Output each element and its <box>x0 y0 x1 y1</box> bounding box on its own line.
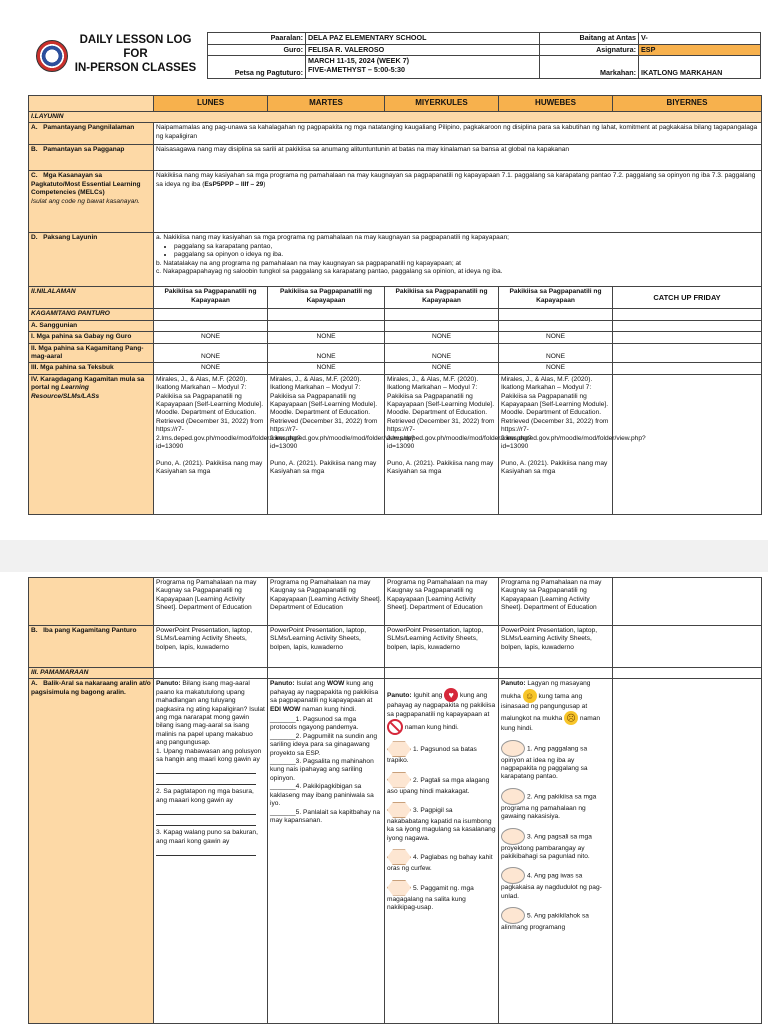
activity-martes: Panuto: Isulat ang WOW kung ang pahayag ay nagpapakita ng pakikiisa sa pagpapanatili ng kapayapaan at EDI WOW naman kung hindi. _______1. Pagsunod sa mga protocols ngayong pandemya. _______2. Pagpumilit na sundin ang sariling ideya para sa ginagawang proyekto sa ESP. _______3. Pagsalita ng mahinahon kung nais ipahayag ang sariling opinyon. _______4. Pakikipagkibigan sa kaklaseng may ibang paniniwala sa iyo. _______5. Panlalait sa kapitbahay na may kapansanan. <box>268 679 385 1024</box>
answer-circle-icon <box>501 788 525 805</box>
ref-cont-martes: Programa ng Pamahalaan na may Kaugnay sa Pagpapanatili ng Kapayapaan [Learning Activity Sheet]. Department of Education <box>268 578 385 626</box>
activity-miyerkules: Panuto: Iguhit ang ♥ kung ang pahayag ay nagpapakita ng pakikiisa sa pagpapanatili ng kapayapaan at naman kung hindi. 1. Pagsunod sa batas trapiko. 2. Pagtali sa mga alagang aso upang hindi makakagat. 3. Pagpigil sa nakababatang kapatid na isumbong ka sa iyong magulang sa kasalanang iyong nagawa. 4. Paglabas ng bahay kahit oras ng curfew. 5. Paggamit ng. mga magagalang na salita kung nakikipag-usap. <box>385 679 499 1024</box>
martes-items: _______1. Pagsunod sa mga protocols ngayong pandemya. _______2. Pagpumilit na sundin ang sariling ideya para sa ginagawang proyekto sa ESP. _______3. Pagsalita ng mahinahon kung nais ipahayag ang sariling opinyon. _______4. Pakikipagkibigan sa kaklaseng may ibang paniniwala sa iyo. _______5. Panlalait sa kapitbahay na may kapansanan. <box>270 716 380 824</box>
day-header-lunes: LUNES <box>154 96 268 112</box>
row-label-pamantayang-pangnilalaman: A. Pamantayang Pangnilalaman <box>29 123 154 145</box>
baitang-label: Baitang at Antas <box>540 33 639 45</box>
ref-lunes: Mirales, J., & Alas, M.F. (2020). Ikatlong Markahan – Modyul 7: Pakikiisa sa Pagpapanatili ng Kapayapaan [Self-Learning Module]. Moodle. Department of Education. Retrieved (December 31, 2022) from https://r7-2.lms.deped.gov.ph/moodle/mod/folder/view.php?id=13090 Puno, A. (2021). Pakikiisa nang may Kasiyahan sa mga <box>154 374 268 514</box>
teksbuk-lunes: NONE <box>154 363 268 374</box>
topic-miyerkules: Pakikiisa sa Pagpapanatili ng Kapayapaan <box>385 287 499 309</box>
petsa-line-1: MARCH 11-15, 2024 (WEEK 7) <box>308 56 410 66</box>
teksbuk-martes: NONE <box>268 363 385 374</box>
ref-martes: Mirales, J., & Alas, M.F. (2020). Ikatlong Markahan – Modyul 7: Pakikiisa sa Pagpapanatili ng Kapayapaan [Self-Learning Module]. Moodle. Department of Education. Retrieved (December 31, 2022) from https://r7-2.lms.deped.gov.ph/moodle/mod/folder/view.php?id=13090 Puno, A. (2021). Pakikiisa nang may Kasiyahan sa mga <box>268 374 385 514</box>
day-header-huwebes: HUWEBES <box>499 96 613 112</box>
row-label-balik-aral: A. Balik-Aral sa nakaraang aralin at/o pagsisimula ng bagong aralin. <box>29 679 154 1024</box>
activity-biyernes <box>613 679 762 1024</box>
paaralan-label: Paaralan: <box>208 33 306 45</box>
section-layunin: I.LAYUNIN <box>29 112 762 123</box>
activity-huwebes: Panuto: Lagyan ng masayang mukha ☺ kung tama ang isinasaad ng pangungusap at malungkot na mukha ☹ naman kung hindi. 1. Ang paggalang sa opinyon at idea ng iba ay nagpapakita ng paggalang sa karapatang pantao. 2. Ang pakikiisa sa mga programa ng pamahalaan ng gawaing nakasisiya. 3. Ang pagsali sa mga proyektong pambarangay ay pakikibahagi sa pagunlad nito. 4. Ang pag iwas sa pagkakaisa ay nagdudulot ng pag-unlad. 5. Ang pakikilahok sa alinmang programang <box>499 679 613 1024</box>
row-label-pamantayan-sa-pagganap: B. Pamantayan sa Pagganap <box>29 145 154 171</box>
title-line-2: IN-PERSON CLASSES <box>74 62 197 74</box>
answer-circle-icon <box>501 867 525 884</box>
row-label-gabay-ng-guro: I. Mga pahina sa Gabay ng Guro <box>29 332 154 343</box>
kag-miyerkules: NONE <box>385 343 499 363</box>
ref-cont-huwebes: Programa ng Pamahalaan na may Kaugnay sa Pagpapanatili ng Kapayapaan [Learning Activity Sheet]. Department of Education <box>499 578 613 626</box>
teksbuk-huwebes: NONE <box>499 363 613 374</box>
deped-seal-icon <box>36 40 68 72</box>
gabay-martes: NONE <box>268 332 385 343</box>
answer-box-icon <box>387 849 411 865</box>
petsa-line-2: FIVE-AMETHYST – 5:00-5:30 <box>308 64 406 74</box>
row-label-paksang-layunin: D. Paksang Layunin <box>29 233 154 287</box>
row-label-iba-pang-kagamitan: B. Iba pang Kagamitang Panturo <box>29 626 154 668</box>
title-line-1: DAILY LESSON LOG FOR <box>79 34 192 60</box>
iba-martes: PowerPoint Presentation, laptop, SLMs/Learning Activity Sheets, bolpen, lapis, kuwaderno <box>268 626 385 668</box>
markahan-label: Markahan: <box>540 56 639 79</box>
iba-miyerkules: PowerPoint Presentation, laptop, SLMs/Learning Activity Sheets, bolpen, lapis, kuwaderno <box>385 626 499 668</box>
petsa-label: Petsa ng Pagtuturo: <box>208 56 306 79</box>
answer-box-icon <box>387 802 411 818</box>
ref-cont-miyerkules: Programa ng Pamahalaan na may Kaugnay sa Pagpapanatili ng Kapayapaan [Learning Activity Sheet]. Department of Education <box>385 578 499 626</box>
lesson-log-page-2 <box>0 572 768 1024</box>
row-label-teksbuk: III. Mga pahina sa Teksbuk <box>29 363 154 374</box>
asignatura-value: ESP <box>639 44 761 56</box>
sad-face-icon: ☹ <box>564 711 578 725</box>
day-header-miyerkules: MIYERKULES <box>385 96 499 112</box>
prohibited-icon <box>387 719 403 735</box>
kag-martes: NONE <box>268 343 385 363</box>
teksbuk-miyerkules: NONE <box>385 363 499 374</box>
ref-cont-lunes: Programa ng Pamahalaan na may Kaugnay sa Pagpapanatili ng Kapayapaan [Learning Activity Sheet]. Department of Education <box>154 578 268 626</box>
day-header-martes: MARTES <box>268 96 385 112</box>
guro-value: FELISA R. VALEROSO <box>306 44 540 56</box>
row-label-karagdagang-kagamitan: IV. Karagdagang Kagamitan mula sa portal ng Learning Resource/SLMs/LASs <box>29 374 154 514</box>
kag-huwebes: NONE <box>499 343 613 363</box>
paksang-layunin-text: a. Nakikiisa nang may kasiyahan sa mga programa ng pamahalaan na may kaugnayan sa pagpapanatili ng kapayapaan; • paggalang sa karapatang pantao, • paggalang sa opinyon o ideya ng iba. b. Natatalakay na ang programa ng pamahalaan na may kaugnayan sa pagpapanatili ng kapayapaan; at c. Nakapagpapahayag ng saloobin tungkol sa paggalang sa karapatang pantao, paggalang sa opinion, at ideya ng iba. <box>154 233 762 287</box>
pamantayang-pangnilalaman-text: Naipamamalas ang pag-unawa sa kahalagahan ng pagpapakita ng mga natatanging kaugaliang Pilipino, pagkakaroon ng disiplina para sa kabutihan ng lahat, komitment at pagkakaisa bilang tagapangalaga ng kapaligiran <box>154 123 762 145</box>
ref-miyerkules: Mirales, J., & Alas, M.F. (2020). Ikatlong Markahan – Modyul 7: Pakikiisa sa Pagpapanatili ng Kapayapaan [Self-Learning Module]. Moodle. Department of Education. Retrieved (December 31, 2022) from https://r7-2.lms.deped.gov.ph/moodle/mod/folder/view.php?id=13090 Puno, A. (2021). Pakikiisa nang may Kasiyahan sa mga <box>385 374 499 514</box>
baitang-value: V- <box>639 33 761 45</box>
answer-box-icon <box>387 772 411 788</box>
asignatura-label: Asignatura: <box>540 44 639 56</box>
kag-lunes: NONE <box>154 343 268 363</box>
section-kagamitang-panturo: KAGAMITANG PANTURO <box>29 309 154 320</box>
catch-up-friday: CATCH UP FRIDAY <box>613 287 762 309</box>
guro-label: Guro: <box>208 44 306 56</box>
topic-lunes: Pakikiisa sa Pagpapanatili ng Kapayapaan <box>154 287 268 309</box>
topic-martes: Pakikiisa sa Pagpapanatili ng Kapayapaan <box>268 287 385 309</box>
answer-circle-icon <box>501 828 525 845</box>
markahan-value: IKATLONG MARKAHAN <box>639 56 761 79</box>
section-pamamaraan: III. PAMAMARAAN <box>29 668 154 679</box>
page-gap <box>0 540 768 572</box>
paaralan-value: DELA PAZ ELEMENTARY SCHOOL <box>306 33 540 45</box>
row-label-mga-kasanayan: C. Mga Kasanayan sa Pagkatuto/Most Essential Learning Competencies (MELCs) Isulat ang code ng bawat kasanayan. <box>29 171 154 233</box>
pamantayan-sa-pagganap-text: Naisasagawa nang may disiplina sa sarili at pakikiisa sa anumang alituntuntunin at batas na may kinalaman sa bansa at global na kapakanan <box>154 145 762 171</box>
happy-face-icon: ☺ <box>523 689 537 703</box>
lesson-log-table <box>28 95 762 515</box>
continued-label-cell <box>29 578 154 626</box>
answer-circle-icon <box>501 740 525 757</box>
mga-kasanayan-subnote: Isulat ang code ng bawat kasanayan. <box>31 197 140 205</box>
document-title <box>68 33 203 75</box>
gabay-lunes: NONE <box>154 332 268 343</box>
row-label-sanggunian: A. Sanggunian <box>29 320 154 331</box>
petsa-value <box>306 56 540 79</box>
gabay-miyerkules: NONE <box>385 332 499 343</box>
row-label-kagamitang-pang-mag-aaral: II. Mga pahina sa Kagamitang Pang-mag-aaral <box>29 343 154 363</box>
iba-huwebes: PowerPoint Presentation, laptop, SLMs/Learning Activity Sheets, bolpen, lapis, kuwaderno <box>499 626 613 668</box>
melc-code: EsP5PPP – IIIf – 29 <box>204 180 264 188</box>
header-info-table <box>207 32 761 79</box>
gabay-huwebes: NONE <box>499 332 613 343</box>
answer-circle-icon <box>501 907 525 924</box>
activity-lunes: Panuto: Bilang isang mag-aaral paano ka makatutulong upang mahadlangan ang tuluyang pagkasira ng ating kapaligiran? Isulat ang mga nararapat mong gawin bilang isang mag-aaral sa isang malinis na papel upang makabuo ang pangungusap. 1. Upang mabawasan ang polusyon sa hangin ang maari kong gawin ay 2. Sa pagtatapon ng mga basura, ang maaari kong gawin ay 3. Kapag walang puno sa bakuran, ang maari kong gawin ay <box>154 679 268 1024</box>
lesson-log-table-continued <box>28 577 762 1024</box>
corner-cell <box>29 96 154 112</box>
mga-kasanayan-text: Nakikiisa nang may kasiyahan sa mga programa ng pamahalaan na may kaugnayan sa pagpapanatili ng kapayapaan 7.1. paggalang sa karapatang pantao 7.2. paggalang sa opinyon ng iba 7.3. paggalang sa ideya ng iba (EsP5PPP – IIIf – 29) <box>154 171 762 233</box>
iba-lunes: PowerPoint Presentation, laptop, SLMs/Learning Activity Sheets, bolpen, lapis, kuwaderno <box>154 626 268 668</box>
answer-box-icon <box>387 741 411 757</box>
topic-huwebes: Pakikiisa sa Pagpapanatili ng Kapayapaan <box>499 287 613 309</box>
answer-box-icon <box>387 880 411 896</box>
section-nilalaman: II.NILALAMAN <box>29 287 154 309</box>
ref-huwebes: Mirales, J., & Alas, M.F. (2020). Ikatlong Markahan – Modyul 7: Pakikiisa sa Pagpapanatili ng Kapayapaan [Self-Learning Module]. Moodle. Department of Education. Retrieved (December 31, 2022) from https://r7-2.lms.deped.gov.ph/moodle/mod/folder/view.php?id=13090 Puno, A. (2021). Pakikiisa nang may Kasiyahan sa mga <box>499 374 613 514</box>
day-header-biyernes: BIYERNES <box>613 96 762 112</box>
heart-icon: ♥ <box>444 688 458 702</box>
